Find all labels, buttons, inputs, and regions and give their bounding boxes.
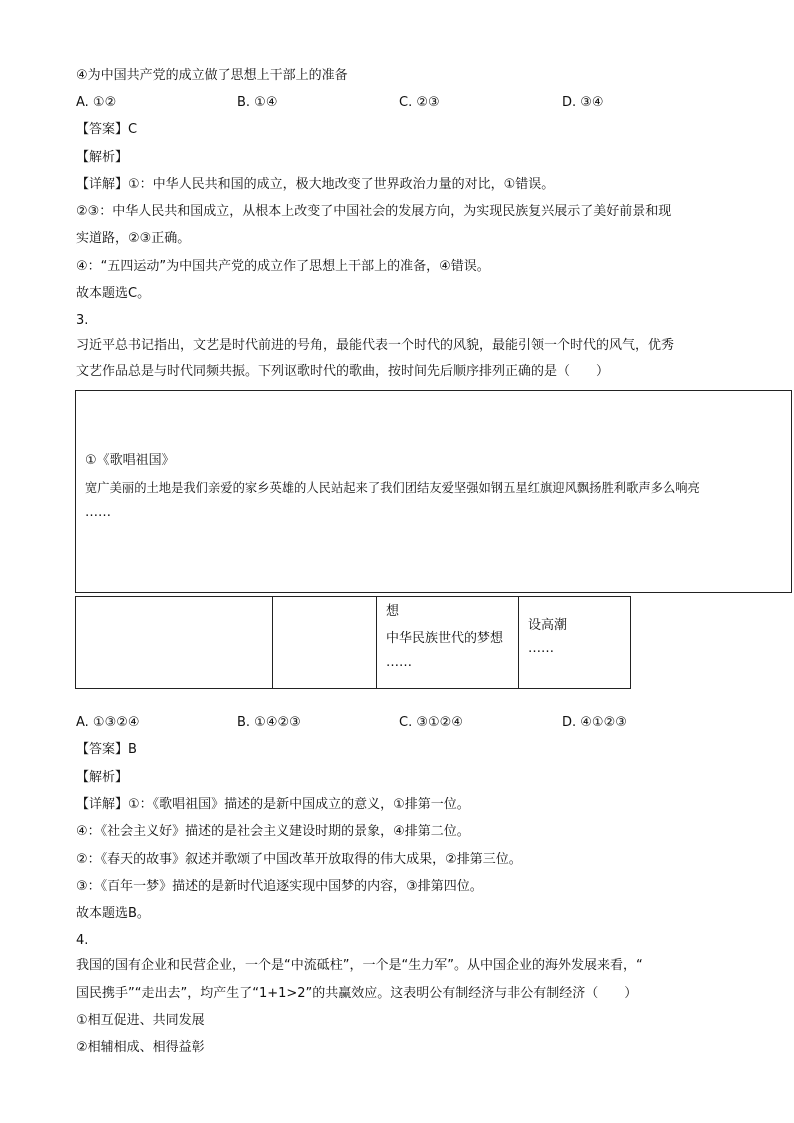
q2-analysis-label: 【解析】 — [76, 150, 129, 165]
q4-stem-line: 国民携手”“走出去”，均产生了“1+1>2”的共赢效应。这表明公有制经济与非公有制经济（ ） — [76, 986, 638, 1001]
q2-option-c: C. ②③ — [399, 95, 440, 110]
q2-item-4: ④为中国共产党的成立做了思想上干部上的准备 — [76, 68, 348, 83]
q4-item: ②相辅相成、相得益彰 — [76, 1040, 205, 1055]
q3-answer: 【答案】B — [76, 742, 137, 757]
q2-option-b: B. ①④ — [237, 95, 278, 110]
song1-box — [75, 390, 792, 593]
q3-detail-line: ④：《社会主义好》描述的是社会主义建设时期的景象，④排第二位。 — [76, 824, 470, 839]
q2-detail-line: 【详解】①：中华人民共和国的成立，极大地改变了世界政治力量的对比，①错误。 — [76, 177, 555, 192]
q3-stem-line: 文艺作品总是与时代同频共振。下列讴歌时代的歌曲，按时间先后顺序排列正确的是（ ） — [76, 364, 610, 379]
table-cell — [376, 596, 519, 689]
q2-detail-line: ②③：中华人民共和国成立，从根本上改变了中国社会的发展方向，为实现民族复兴展示了美好前景和现 — [76, 204, 672, 219]
song1-ellipsis: …… — [85, 505, 111, 520]
table-cell — [272, 596, 377, 689]
q2-detail-line: ④：“五四运动”为中国共产党的成立作了思想上干部上的准备，④错误。 — [76, 259, 490, 274]
cell-text: 中华民族世代的梦想 — [386, 631, 504, 646]
q3-detail-line: ③：《百年一梦》描述的是新时代追逐实现中国梦的内容，③排第四位。 — [76, 879, 483, 894]
song1-title: ①《歌唱祖国》 — [85, 453, 175, 468]
q3-detail-line: 【详解】①：《歌唱祖国》描述的是新中国成立的意义，①排第一位。 — [76, 797, 470, 812]
q2-answer: 【答案】C — [76, 122, 138, 137]
table-cell — [75, 596, 273, 689]
q3-option-c: C. ③①②④ — [399, 715, 463, 730]
q3-detail-line: 故本题选B。 — [76, 906, 150, 921]
q4-stem-line: 我国的国有企业和民营企业，一个是“中流砥柱”，一个是“生力军”。从中国企业的海外发展来看，“ — [76, 958, 643, 973]
cell-text: …… — [528, 641, 554, 656]
q3-number: 3. — [76, 313, 89, 328]
q3-analysis-label: 【解析】 — [76, 770, 129, 785]
q3-option-d: D. ④①②③ — [562, 715, 627, 730]
q4-number: 4. — [76, 933, 89, 948]
table-cell — [518, 596, 631, 689]
q2-option-a: A. ①② — [76, 95, 117, 110]
q3-detail-line: ②：《春天的故事》叙述并歌颂了中国改革开放取得的伟大成果，②排第三位。 — [76, 852, 522, 867]
q3-option-b: B. ①④②③ — [237, 715, 301, 730]
q4-item: ①相互促进、共同发展 — [76, 1013, 205, 1028]
q3-stem-line: 习近平总书记指出，文艺是时代前进的号角，最能代表一个时代的风貌，最能引领一个时代的风气，优秀 — [76, 338, 675, 353]
cell-text: 设高潮 — [528, 618, 568, 633]
q2-detail-line: 故本题选C。 — [76, 286, 151, 301]
q2-option-d: D. ③④ — [562, 95, 604, 110]
song1-lyrics: 宽广美丽的土地是我们亲爱的家乡英雄的人民站起来了我们团结友爱坚强如钢五星红旗迎风飘扬胜利歌声多么响亮 — [85, 481, 700, 495]
q2-detail-line: 实道路，②③正确。 — [76, 231, 191, 246]
cell-text: 想 — [386, 604, 400, 619]
cell-text: …… — [386, 655, 412, 670]
q3-option-a: A. ①③②④ — [76, 715, 140, 730]
